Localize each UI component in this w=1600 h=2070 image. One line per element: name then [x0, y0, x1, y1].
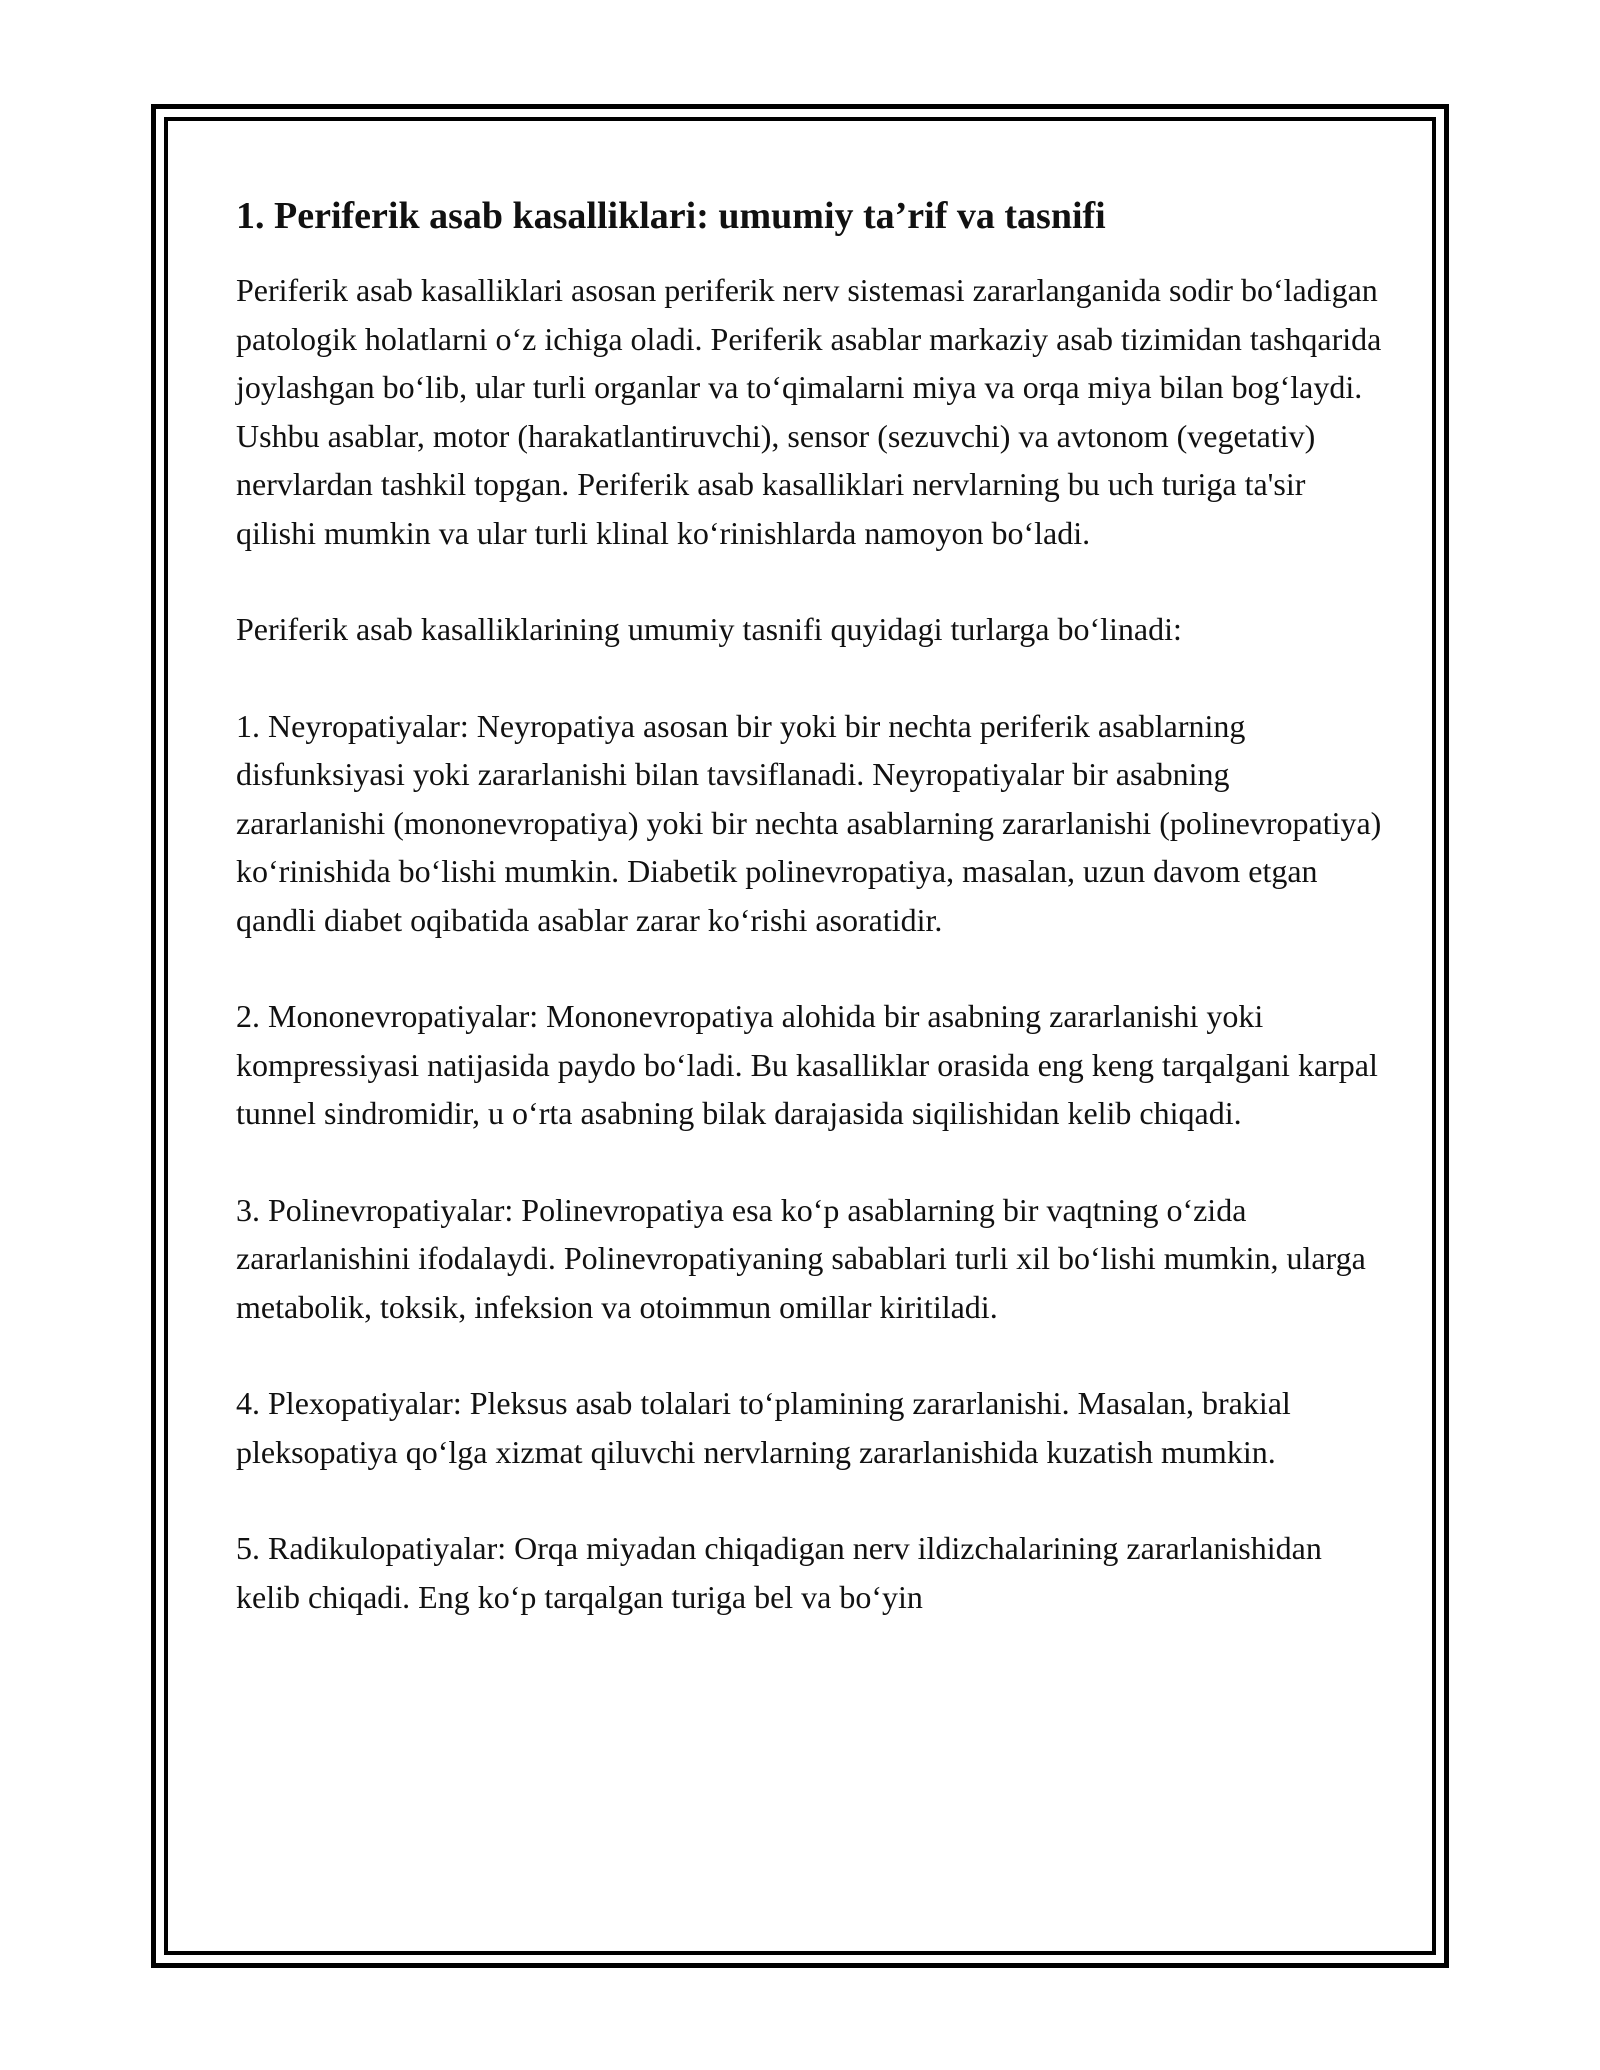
classification-intro: Periferik asab kasalliklarining umumiy tasnifi quyidagi turlarga boʻlinadi: — [236, 611, 1182, 647]
intro-paragraph: Periferik asab kasalliklari asosan periferik nerv sistemasi zararlanganida sodir boʻladigan patologik holatlarni oʻz ichiga oladi. Periferik asablar markaziy asab tizimidan tashqarida joylashgan boʻlib, ular turli organlar va toʻqimalarni miya va orqa miya bilan bogʻlaydi. Ushbu asablar, motor (harakatlantiruvchi), sensor (sezuvchi) va avtonom (vegetativ) nervlardan tashkil topgan. Periferik asab kasalliklari nervlarning bu uch turiga ta'sir qilishi mumkin va ular turli klinal koʻrinishlarda namoyon boʻladi. — [236, 272, 1382, 551]
list-item-radikulopatiyalar: 5. Radikulopatiyalar: Orqa miyadan chiqadigan nerv ildizchalarining zararlanishidan kelib chiqadi. Eng koʻp tarqalgan turiga bel va boʻyin — [236, 1530, 1322, 1615]
document-body — [236, 188, 1386, 1669]
list-item-polinevropatiyalar: 3. Polinevropatiyalar: Polinevropatiya esa koʻp asablarning bir vaqtning oʻzida zararlanishini ifodalaydi. Polinevropatiyaning sabablari turli xil boʻlishi mumkin, ularga metabolik, toksik, infeksion va otoimmun omillar kiritiladi. — [236, 1191, 1366, 1325]
section-heading: 1. Periferik asab kasalliklari: umumiy ta’rif va tasnifi — [236, 195, 1106, 237]
list-item-neyropatiyalar: 1. Neyropatiyalar: Neyropatiya asosan bir yoki bir nechta periferik asablarning disfunksiyasi yoki zararlanishi bilan tavsiflanadi. Neyropatiyalar bir asabning zararlanishi (mononevropatiya) yoki bir nechta asablarning zararlanishi (polinevropatiya) koʻrinishida boʻlishi mumkin. Diabetik polinevropatiya, masalan, uzun davom etgan qandli diabet oqibatida asablar zarar koʻrishi asoratidir. — [236, 707, 1382, 938]
list-item-plexopatiyalar: 4. Plexopatiyalar: Pleksus asab tolalari toʻplamining zararlanishi. Masalan, brakial pleksopatiya qoʻlga xizmat qiluvchi nervlarning zararlanishida kuzatish mumkin. — [236, 1385, 1291, 1470]
list-item-mononevropatiyalar: 2. Mononevropatiyalar: Mononevropatiya alohida bir asabning zararlanishi yoki kompressiyasi natijasida paydo boʻladi. Bu kasalliklar orasida eng keng tarqalgani karpal tunnel sindromidir, u oʻrta asabning bilak darajasida siqilishidan kelib chiqadi. — [236, 998, 1378, 1131]
